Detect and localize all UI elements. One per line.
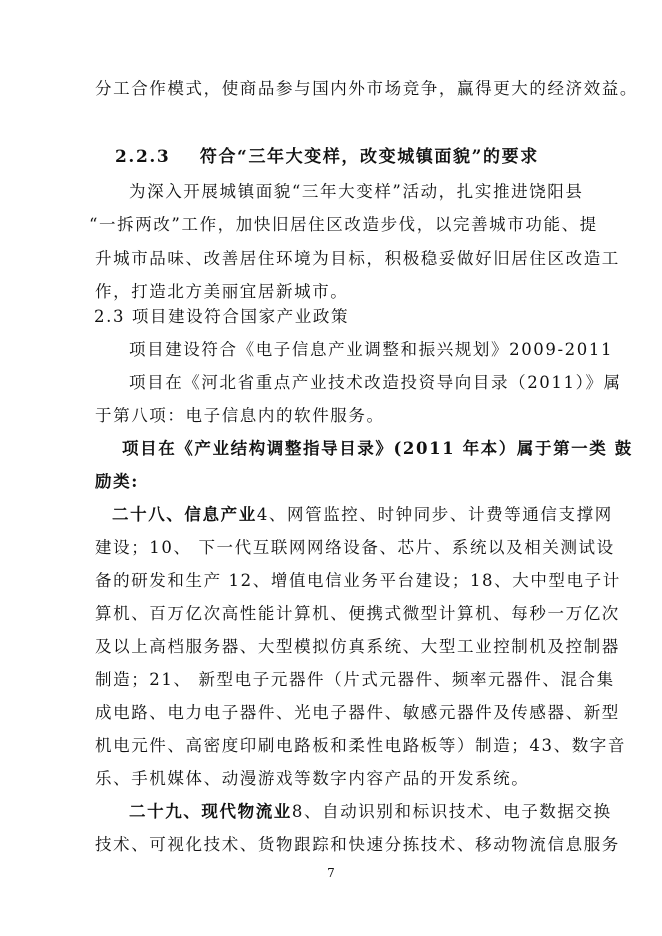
industry-lead-28: 二十八、信息产业 — [112, 505, 257, 524]
paragraph-line: 乐、手机媒体、动漫游戏等数字内容产品的开发系统。 — [95, 769, 530, 788]
paragraph-line: 项目建设符合《电子信息产业调整和振兴规划》2009-2011 — [129, 340, 614, 359]
paragraph-line: 作，打造北方美丽宜居新城市。 — [95, 282, 349, 301]
paragraph-line: “一拆两改”工作，加快旧居住区改造步伐，以完善城市功能、提 — [89, 215, 598, 234]
paragraph-line: 升城市品味、改善居住环境为目标，积极稳妥做好旧居住区改造工 — [95, 249, 620, 268]
paragraph-line: 技术、可视化技术、货物跟踪和快速分拣技术、移动物流信息服务 — [95, 835, 620, 854]
paragraph-line: 机电元件、高密度印刷电路板和柔性电路板等）制造；43、数字音 — [95, 736, 626, 755]
industry-items: 4、网管监控、时钟同步、计费等通信支撑网 — [256, 505, 613, 524]
paragraph-line: 成电路、电力电子器件、光电子器件、敏感元器件及传感器、新型 — [95, 703, 620, 722]
section-number: 2.2.3 — [115, 147, 171, 167]
paragraph-line: 于第八项：电子信息内的软件服务。 — [95, 406, 385, 425]
industry-items: 8、自动识别和标识技术、电子数据交换 — [291, 802, 612, 821]
paragraph-line: 制造；21、 新型电子元器件（片式元器件、频率元器件、混合集 — [95, 670, 615, 689]
page-number: 7 — [327, 866, 335, 880]
paragraph-line: 项目在《河北省重点产业技术改造投资导向目录（2011）》属 — [129, 373, 622, 392]
paragraph-line: 分工合作模式，使商品参与国内外市场竞争，赢得更大的经济效益。 — [95, 79, 638, 98]
paragraph-line: 建设；10、 下一代互联网网络设备、芯片、系统以及相关测试设 — [95, 538, 615, 557]
industry-lead-29: 二十九、现代物流业 — [129, 802, 292, 821]
paragraph-line — [129, 801, 612, 823]
paragraph-line-bold: 项目在《产业结构调整指导目录》(2011 年本）属于第一类 鼓 — [122, 439, 633, 458]
section-heading-2-3: 2.3 项目建设符合国家产业政策 — [94, 307, 350, 326]
paragraph-line-bold: 励类: — [95, 472, 139, 491]
paragraph-line: 算机、百万亿次高性能计算机、便携式微型计算机、每秒一万亿次 — [95, 604, 620, 623]
paragraph-line: 备的研发和生产 12、增值电信业务平台建设；18、大中型电子计 — [95, 571, 621, 590]
paragraph-line: 为深入开展城镇面貌“三年大变样”活动，扎实推进饶阳县 — [129, 182, 584, 201]
section-heading-2-2-3 — [115, 146, 539, 168]
paragraph-line — [112, 504, 613, 526]
section-title: 符合“三年大变样，改变城镇面貌”的要求 — [199, 147, 539, 167]
paragraph-line: 及以上高档服务器、大型模拟仿真系统、大型工业控制机及控制器 — [95, 637, 620, 656]
